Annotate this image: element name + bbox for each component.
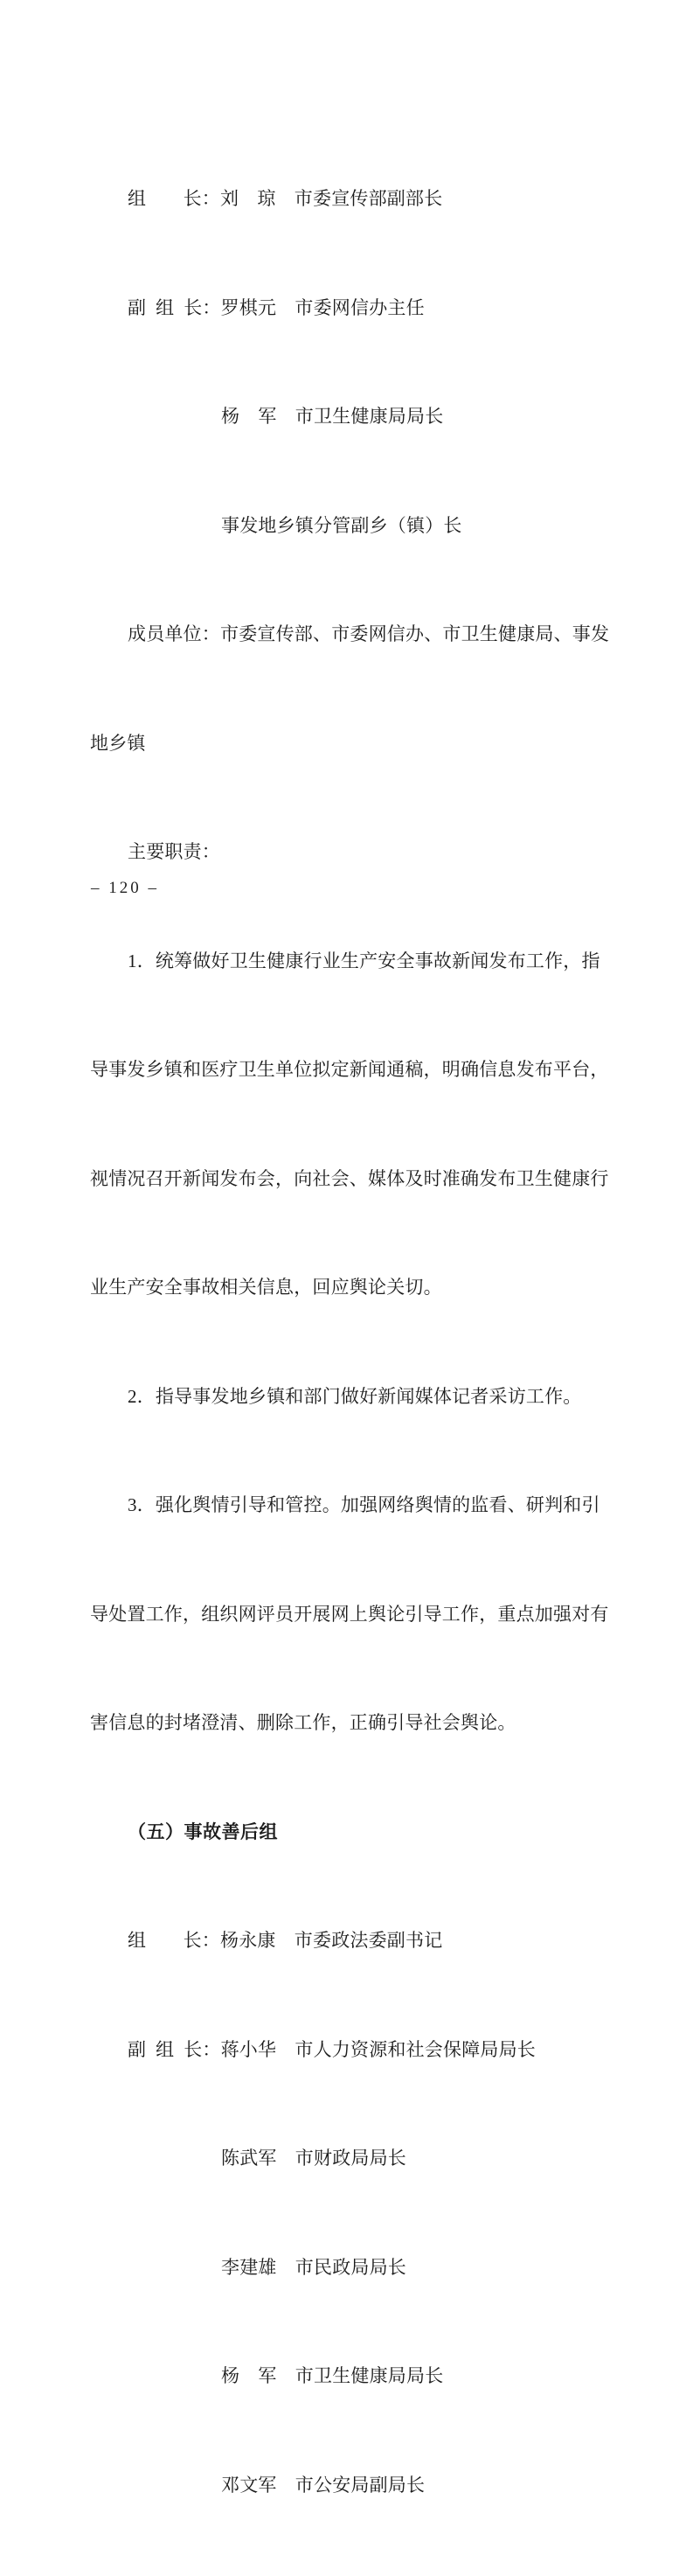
duty-1-line-2: 导事发乡镇和医疗卫生单位拟定新闻通稿，明确信息发布平台， bbox=[90, 1059, 609, 1080]
duty-3-line-3: 害信息的封堵澄清、删除工作，正确引导社会舆论。 bbox=[90, 1712, 516, 1733]
duty-1-line-4: 业生产安全事故相关信息，回应舆论关切。 bbox=[90, 1277, 442, 1298]
deputy-leader-2-line-5: 邓文军 市公安局副局长 bbox=[221, 2474, 426, 2496]
deputy-leader-2-line-4: 杨 军 市卫生健康局局长 bbox=[221, 2365, 444, 2386]
deputy-leader-2-line-1: 副 组 长：蒋小华 市人力资源和社会保障局局长 bbox=[128, 2038, 536, 2060]
document-body bbox=[90, 108, 610, 2576]
member-units-line: 成员单位：市委宣传部、市委网信办、市卫生健康局、事发 bbox=[128, 623, 610, 644]
duty-1-line-3: 视情况召开新闻发布会，向社会、媒体及时准确发布卫生健康行 bbox=[90, 1167, 609, 1189]
member-units-line-wrap: 地乡镇 bbox=[90, 732, 146, 754]
leader-line: 组 长：刘 琼 市委宣传部副部长 bbox=[128, 188, 443, 209]
deputy-leader-line: 副 组 长：罗棋元 市委网信办主任 bbox=[128, 296, 425, 318]
duty-3-line-1: 3．强化舆情引导和管控。加强网络舆情的监看、研判和引 bbox=[128, 1494, 600, 1515]
section-heading: （五）事故善后组 bbox=[128, 1821, 278, 1842]
deputy-leader-2-line-2: 陈武军 市财政局局长 bbox=[221, 2148, 406, 2169]
duty-1-line-1: 1．统筹做好卫生健康行业生产安全事故新闻发布工作，指 bbox=[128, 950, 600, 971]
duties-label: 主要职责： bbox=[128, 841, 220, 862]
deputy-leader-2-line-3: 李建雄 市民政局局长 bbox=[221, 2256, 406, 2278]
duty-3-line-2: 导处置工作，组织网评员开展网上舆论引导工作，重点加强对有 bbox=[90, 1603, 609, 1625]
page-number: – 120 – bbox=[91, 879, 159, 897]
leader-line-2: 组 长：杨永康 市委政法委副书记 bbox=[128, 1930, 443, 1951]
deputy-leader-line-2: 杨 军 市卫生健康局局长 bbox=[221, 406, 444, 427]
deputy-leader-line-3: 事发地乡镇分管副乡（镇）长 bbox=[221, 514, 462, 536]
duty-2-line: 2．指导事发地乡镇和部门做好新闻媒体记者采访工作。 bbox=[128, 1385, 582, 1407]
